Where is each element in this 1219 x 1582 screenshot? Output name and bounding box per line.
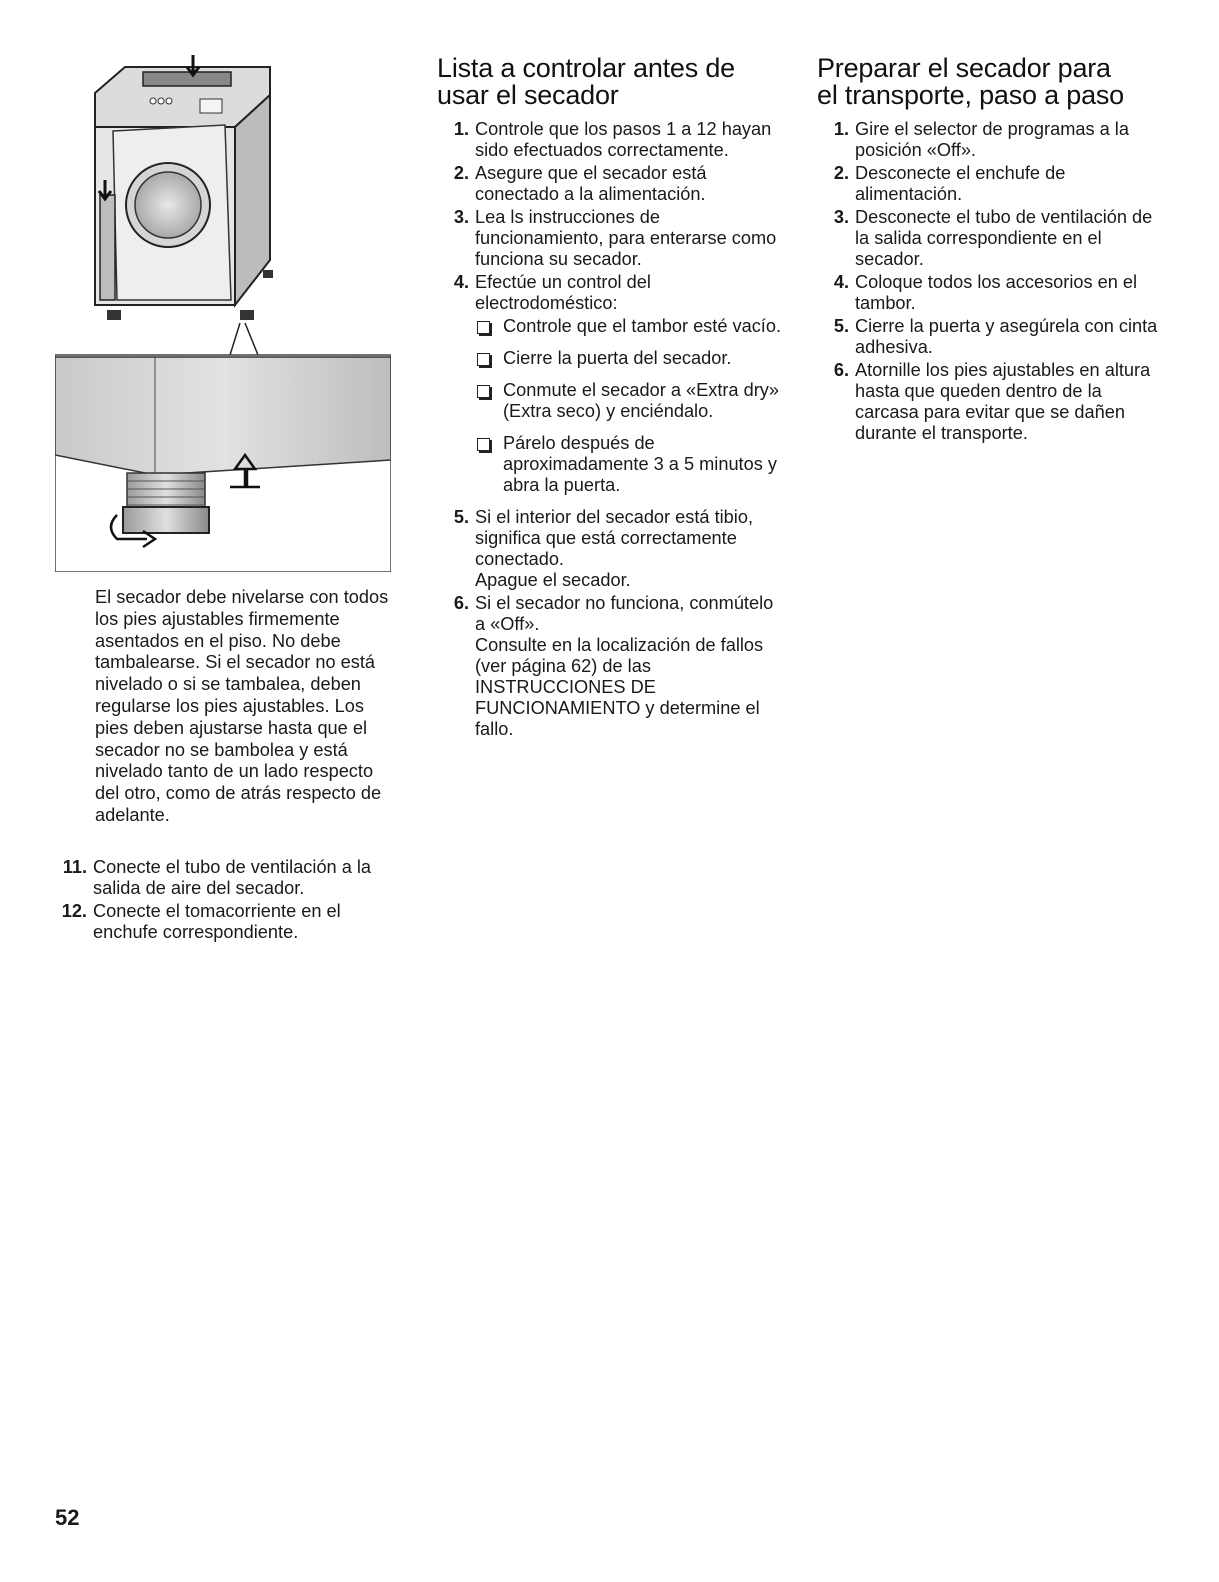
list-item	[437, 207, 782, 270]
step-number: 11.	[62, 857, 87, 877]
step-text: Controle que los pasos 1 a 12 hayan sido efectuados correctamente.	[475, 119, 772, 160]
step-text: Desconecte el tubo de ventilación de la salida correspondiente en el secador.	[855, 207, 1153, 269]
step-text: Atornille los pies ajustables en altura hasta que queden dentro de la carcasa para evitar que se dañen durante el transporte.	[855, 360, 1151, 443]
list-item	[437, 119, 782, 161]
checkbox-item	[475, 348, 782, 369]
checklist-heading: Lista a controlar antes de usar el secador	[437, 53, 735, 110]
step-text: Coloque todos los accesorios en el tambor.	[855, 272, 1138, 313]
left-steps-list	[55, 857, 400, 945]
list-item	[817, 163, 1162, 205]
checkbox-item	[475, 433, 782, 496]
checkbox-item	[475, 380, 782, 422]
step-number: 12.	[61, 901, 87, 921]
step-text: Conecte el tomacorriente en el enchufe correspondiente.	[93, 901, 341, 942]
transport-heading: Preparar el secador para el transporte, paso a paso	[817, 53, 1125, 110]
step-text: Si el interior del secador está tibio, significa que está correctamente conectado.	[475, 507, 754, 569]
list-item	[55, 901, 400, 943]
list-item	[817, 272, 1162, 314]
checkbox-text: Párelo después de aproximadamente 3 a 5 minutos y abra la puerta.	[503, 433, 777, 495]
step-number: 6.	[833, 360, 849, 380]
checkbox-text: Controle que el tambor esté vacío.	[503, 316, 782, 336]
step-number: 4.	[833, 272, 849, 292]
list-item	[437, 163, 782, 205]
list-item	[437, 507, 782, 591]
checkbox-list	[475, 316, 782, 496]
transport-steps	[817, 119, 1162, 446]
checkbox-icon	[477, 438, 490, 451]
step-text: Conecte el tubo de ventilación a la salida de aire del secador.	[93, 857, 372, 898]
step-text: Efectúe un control del electrodoméstico:	[475, 272, 651, 313]
step-text: Asegure que el secador está conectado a la alimentación.	[475, 163, 707, 204]
list-item	[437, 593, 782, 740]
step-number: 1.	[833, 119, 849, 139]
page-number: 52	[55, 1505, 80, 1530]
step-text: Gire el selector de programas a la posición «Off».	[855, 119, 1129, 160]
list-item	[437, 272, 782, 496]
step-text: Si el secador no funciona, conmútelo a «Off».	[475, 593, 774, 634]
step-number: 2.	[833, 163, 849, 183]
dryer-leveling-illustration	[55, 55, 391, 572]
list-item	[817, 119, 1162, 161]
leveling-foot-closeup	[55, 355, 391, 572]
step-extra-text: Consulte en la localización de fallos (ver página 62) de las INSTRUCCIONES DE FUNCIONAMIENTO y determine el fallo.	[475, 635, 764, 739]
step-text: Cierre la puerta y asegúrela con cinta adhesiva.	[855, 316, 1158, 357]
step-number: 2.	[453, 163, 469, 183]
leveling-paragraph: El secador debe nivelarse con todos los pies ajustables firmemente asentados en el piso. No debe tambalearse. Si el secador no está nivelado o si se tambalea, deben regularse los pies ajustables. Los pies deben ajustarse hasta que el secador no se bambolea y está nivelado tanto de un lado respecto del otro, como de atrás respecto de adelante.	[95, 587, 389, 825]
step-number: 5.	[833, 316, 849, 336]
checkbox-icon	[477, 353, 490, 366]
checklist-steps	[437, 119, 782, 742]
checkbox-text: Cierre la puerta del secador.	[503, 348, 732, 368]
step-number: 6.	[453, 593, 469, 613]
step-text: Lea ls instrucciones de funcionamiento, para enterarse como funciona su secador.	[475, 207, 777, 269]
checkbox-icon	[477, 385, 490, 398]
checkbox-text: Conmute el secador a «Extra dry» (Extra seco) y enciéndalo.	[503, 380, 779, 421]
dryer-icon	[95, 55, 273, 320]
list-item	[55, 857, 400, 899]
step-extra-text: Apague el secador.	[475, 570, 631, 590]
checkbox-icon	[477, 321, 490, 334]
checkbox-item	[475, 316, 782, 337]
step-text: Desconecte el enchufe de alimentación.	[855, 163, 1066, 204]
step-number: 1.	[453, 119, 469, 139]
list-item	[817, 207, 1162, 270]
list-item	[817, 360, 1162, 444]
step-number: 5.	[453, 507, 469, 527]
step-number: 4.	[453, 272, 469, 292]
step-number: 3.	[833, 207, 849, 227]
list-item	[817, 316, 1162, 358]
step-number: 3.	[453, 207, 469, 227]
